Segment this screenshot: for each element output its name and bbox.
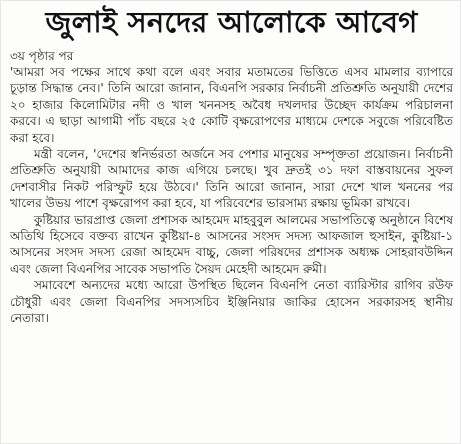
continued-from-label: ৩য় পৃষ্ঠার পর: [10, 49, 74, 63]
paragraph-4: সমাবেশে অন্যদের মধ্যে আরো উপস্থিত ছিলেন বিএনপি নেতা ব্যারিস্টার রাগিব রউফ চৌধুরী এবং জেলা বিএনপির সদস্যসচিব ইঞ্জিনিয়ার জাকির হোসেন সরকারসহ স্থানীয় নেতারা।: [10, 278, 453, 326]
article-body: [10, 64, 453, 327]
paragraph-1: 'আমরা সব পক্ষের সাথে কথা বলে এবং সবার মতামতের ভিত্তিতে এসব মামলার ব্যাপারে চূড়ান্ত সিদ্ধান্ত নেব।' তিনি আরো জানান, বিএনপি সরকার নির্বাচনী প্রতিশ্রুতি অনুযায়ী দেশের ২০ হাজার কিলোমিটার নদী ও খাল খননসহ অবৈধ দখলদার উচ্ছেদ কার্যক্রম পরিচালনা করবে। এ ছাড়া আগামী পাঁচ বছরে ২৫ কোটি বৃক্ষরোপণের মাধ্যমে দেশকে সবুজে পরিবেষ্টিত করা হবে।: [10, 65, 453, 145]
paragraph-2: মন্ত্রী বলেন, 'দেশের স্বনির্ভরতা অর্জনে সব পেশার মানুষের সম্পৃক্ততা প্রয়োজন। নির্বাচনী প্রতিশ্রুতি অনুযায়ী আমাদের কাজ এগিয়ে চলছে। খুব দ্রুতই ৩১ দফা বাস্তবায়নের সুফল দেশবাসীর নিকট পরিস্ফুট হয়ে উঠবে।' তিনি আরো জানান, সারা দেশে খাল খননের পর খালের উভয় পাশে বৃক্ষরোপণ করা হবে, যা পরিবেশের ভারসাম্য রক্ষায় ভূমিকা রাখবে।: [10, 147, 453, 211]
headline: জুলাই সনদের আলোকে আবেগ: [45, 5, 418, 39]
paragraph-3: কুষ্টিয়ার ভারপ্রাপ্ত জেলা প্রশাসক আহমেদ মাহবুবুল আলমের সভাপতিত্বে অনুষ্ঠানে বিশেষ অতিথি হিসেবে বক্তব্য রাখেন কুষ্টিয়া-৪ আসনের সংসদ সদস্য আফজাল হুসাইন, কুষ্টিয়া-১ আসনের সংসদ সদস্য রেজা আহমেদ বাচ্চু, জেলা পরিষদের প্রশাসক অধ্যক্ষ সোহরাবউদ্দিন এবং জেলা বিএনপির সাবেক সভাপতি সৈয়দ মেহেদী আহমেদ রুমী।: [10, 212, 453, 276]
